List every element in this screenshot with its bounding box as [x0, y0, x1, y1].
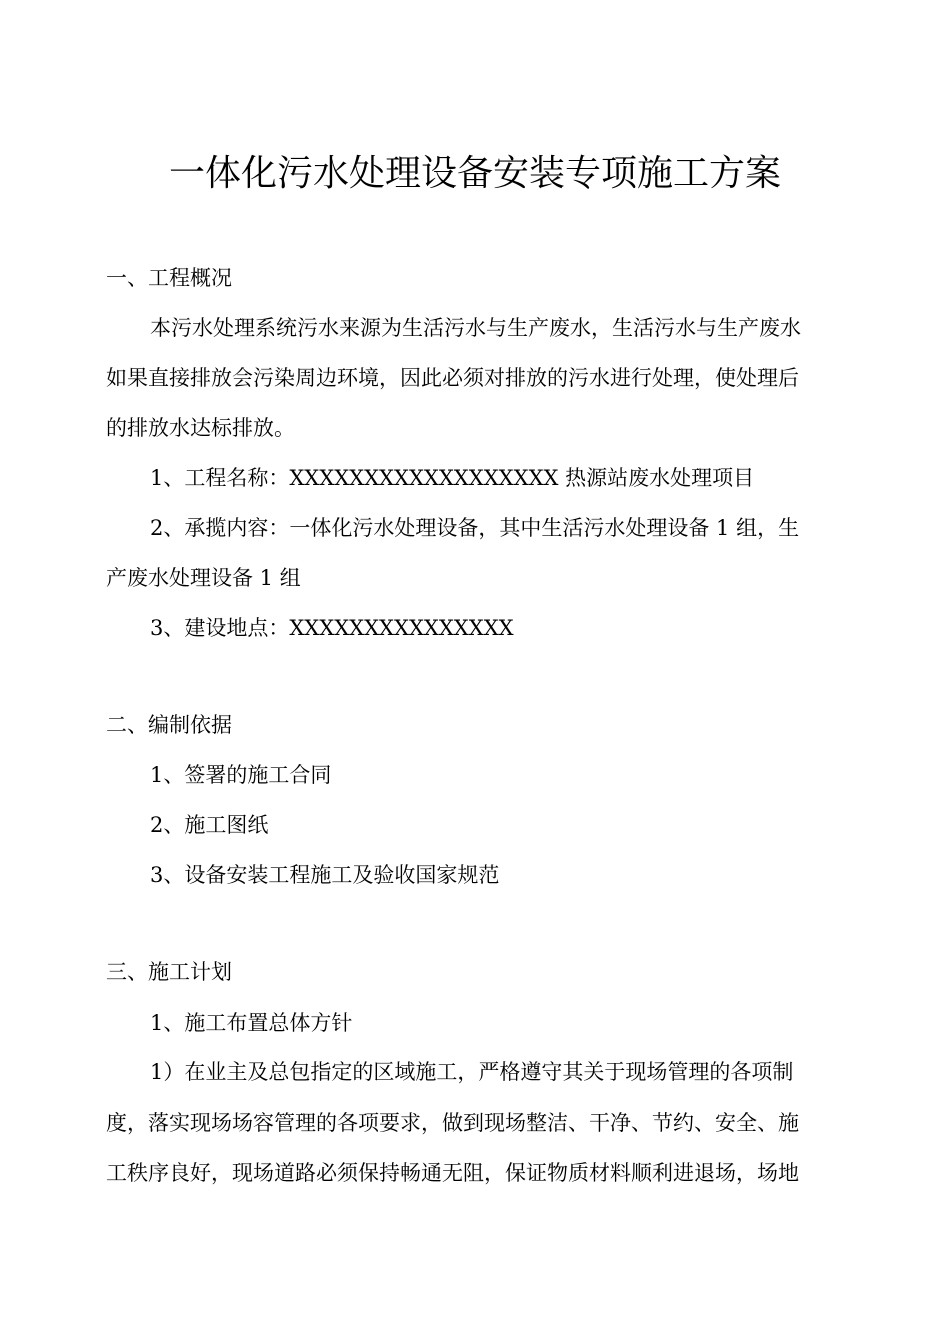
list-item-site-location: 3、建设地点：XXXXXXXXXXXXXXX: [150, 616, 514, 640]
paragraph-line: 本污水处理系统污水来源为生活污水与生产废水，生活污水与生产废水: [150, 316, 801, 340]
paragraph-line: 工秩序良好，现场道路必须保持畅通无阻，保证物质材料顺利进退场，场地: [106, 1161, 799, 1185]
list-item-drawings: 2、施工图纸: [150, 813, 269, 837]
paragraph-line: 如果直接排放会污染周边环境，因此必须对排放的污水进行处理，使处理后: [106, 366, 799, 390]
list-item-standards: 3、设备安装工程施工及验收国家规范: [150, 863, 500, 887]
paragraph-line: 的排放水达标排放。: [106, 416, 295, 440]
paragraph-line: 度，落实现场场容管理的各项要求，做到现场整洁、干净、节约、安全、施: [106, 1111, 799, 1135]
list-item-contract-content: 2、承揽内容：一体化污水处理设备，其中生活污水处理设备 1 组，生: [150, 516, 800, 540]
paragraph-line: 产废水处理设备 1 组: [106, 566, 301, 590]
section-heading-basis: 二、编制依据: [106, 713, 232, 737]
subheading-layout-policy: 1、施工布置总体方针: [150, 1011, 353, 1035]
document-title: 一体化污水处理设备安装专项施工方案: [168, 153, 781, 194]
paragraph-line: 1）在业主及总包指定的区域施工，严格遵守其关于现场管理的各项制: [150, 1060, 794, 1084]
list-item-project-name: 1、工程名称：XXXXXXXXXXXXXXXXXX 热源站废水处理项目: [150, 466, 755, 490]
section-heading-plan: 三、施工计划: [106, 960, 232, 984]
section-heading-overview: 一、工程概况: [106, 266, 232, 290]
list-item-contract: 1、签署的施工合同: [150, 763, 332, 787]
